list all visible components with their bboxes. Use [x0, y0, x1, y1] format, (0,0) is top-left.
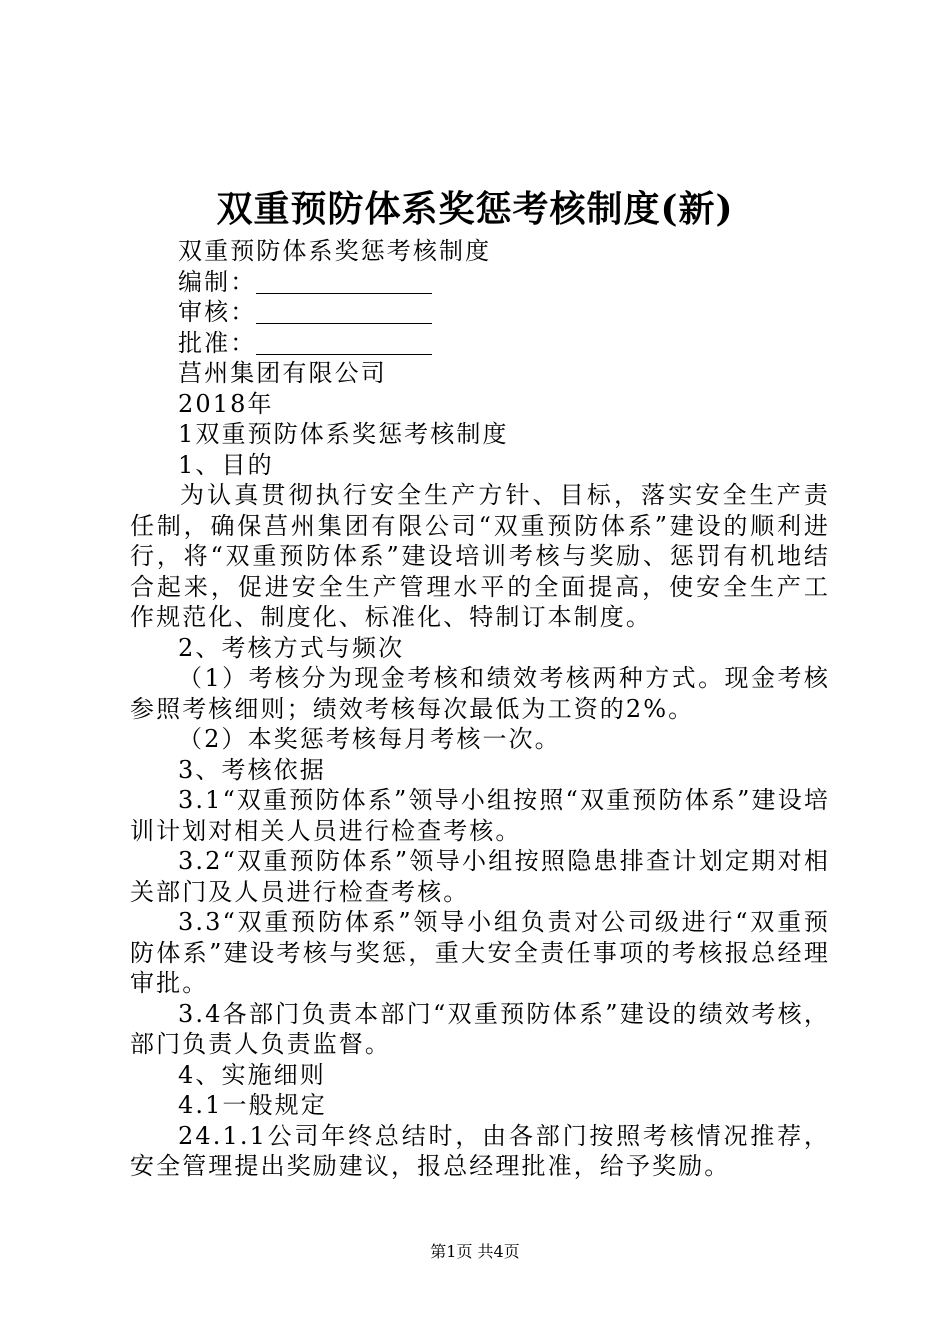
- paragraph-method-2: （2）本奖惩考核每月考核一次。: [178, 725, 561, 753]
- document-body: [130, 236, 830, 1182]
- paragraph-purpose: 为认真贯彻执行安全生产方针、目标，落实安全生产责任制，确保莒州集团有限公司“双重预防体系”建设的顺利进行，将“双重预防体系”建设培训考核与奖励、惩罚有机地结合起来，促进安全生产管理水平的全面提高，使安全生产工作规范化、制度化、标准化、特制订本制度。: [130, 481, 830, 631]
- paragraph-basis-1: 3.1“双重预防体系”领导小组按照“双重预防体系”建设培训计划对相关人员进行检查考核。: [130, 786, 830, 845]
- paragraph-general-rules-1: 24.1.1公司年终总结时，由各部门按照考核情况推荐，安全管理提出奖励建议，报总经理批准，给予奖励。: [130, 1121, 830, 1180]
- heading-general-rules: 4.1一般规定: [178, 1091, 327, 1119]
- field-label: 编制：: [178, 267, 257, 296]
- heading-purpose: 1、目的: [178, 450, 274, 479]
- heading-basis: 3、考核依据: [178, 755, 326, 784]
- paragraph-basis-2: 3.2“双重预防体系”领导小组按照隐患排查计划定期对相关部门及人员进行检查考核。: [130, 847, 830, 906]
- signature-blank: [256, 332, 432, 355]
- paragraph-method-1: （1）考核分为现金考核和绩效考核两种方式。现金考核参照考核细则；绩效考核每次最低为工资的2%。: [130, 664, 830, 723]
- heading-implementation: 4、实施细则: [178, 1060, 326, 1089]
- section-title: 1双重预防体系奖惩考核制度: [178, 420, 509, 448]
- heading-method: 2、考核方式与频次: [178, 633, 405, 662]
- field-approved: [130, 328, 830, 359]
- document-title: 双重预防体系奖惩考核制度(新): [216, 188, 734, 230]
- company-name: 莒州集团有限公司: [178, 359, 387, 387]
- field-label: 批准：: [178, 328, 257, 357]
- paragraph-basis-4: 3.4各部门负责本部门“双重预防体系”建设的绩效考核，部门负责人负责监督。: [130, 999, 830, 1058]
- field-reviewed: [130, 297, 830, 328]
- subtitle: 双重预防体系奖惩考核制度: [178, 237, 492, 265]
- signature-blank: [256, 301, 432, 324]
- field-label: 审核：: [178, 298, 257, 326]
- field-compiled: [130, 267, 830, 298]
- signature-blank: [256, 271, 432, 294]
- page-footer: 第1页 共4页: [430, 1242, 520, 1261]
- document-year: 2018年: [178, 389, 274, 418]
- paragraph-basis-3: 3.3“双重预防体系”领导小组负责对公司级进行“双重预防体系”建设考核与奖惩，重大安全责任事项的考核报总经理审批。: [130, 908, 830, 997]
